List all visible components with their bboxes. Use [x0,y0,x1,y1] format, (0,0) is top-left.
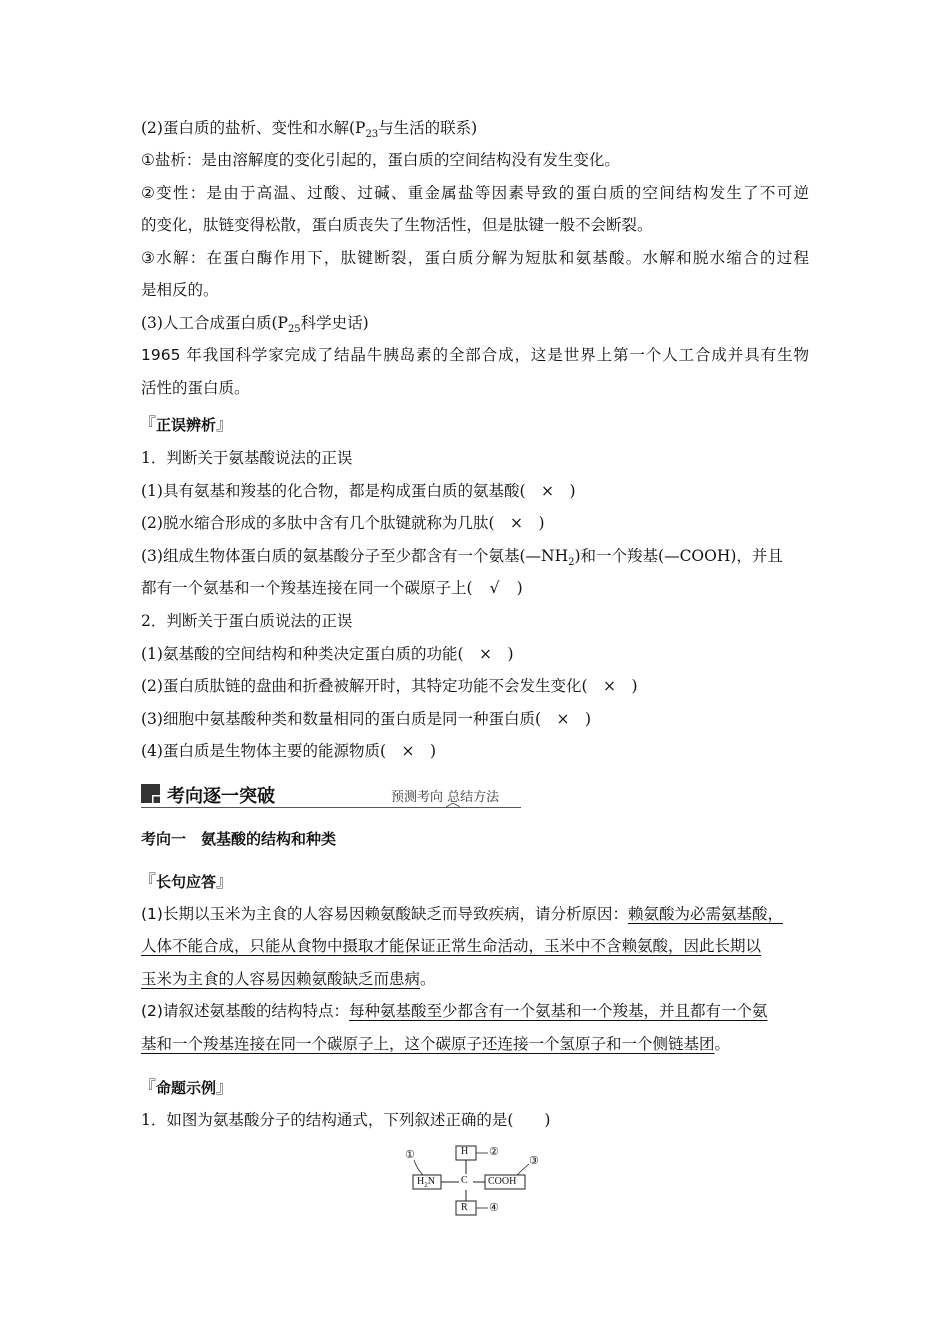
section-subtitle: 预测考向 总结方法 [391,790,500,805]
answer-underline: 每种氨基酸至少都含有一个氨基和一个羧基，并且都有一个氨 [348,1002,768,1020]
denaturation-text: ②变性：是由于高温、过酸、过碱、重金属盐等因素导致的蛋白质的空间结构发生了不可逆 [141,184,809,202]
insulin-text-cont: 活性的蛋白质。 [141,379,250,397]
amino-acid-structure-diagram [405,1143,545,1223]
label-1: ① [405,1148,415,1161]
section-square-icon [141,784,160,803]
hydrogen-box: H [461,1146,469,1157]
section-rule [141,807,521,808]
answer-mark: × [401,742,415,760]
r-group-box: R [461,1202,468,1213]
changju-heading: 『长句应答』 [139,872,234,892]
rule-notch-icon [446,803,460,811]
answer-mark: × [603,677,617,695]
hydrolysis-text-cont: 是相反的。 [141,281,219,299]
judgement-2-3: (3)细胞中氨基酸种类和数量相同的蛋白质是同一种蛋白质( × ) [141,710,592,728]
judgement-1-1: (1)具有氨基和羧基的化合物，都是构成蛋白质的氨基酸( × ) [141,482,576,500]
answer-underline: 赖氨酸为必需氨基酸， [627,905,783,923]
answer-mark: × [556,710,570,728]
judgement-1-3: (3)组成生物体蛋白质的氨基酸分子至少都含有一个氨基$(—NH_2)$和一个羧基(—COOH)，并且 [141,547,783,569]
answer-mark: √ [489,579,500,597]
denaturation-text-cont: 的变化，肽链变得松散，蛋白质丧失了生物活性，但是肽键一般不会断裂。 [141,216,653,234]
answer-mark: × [479,645,493,663]
salting-out-text: ①盐析：是由溶解度的变化引起的，蛋白质的空间结构没有发生变化。 [141,151,620,169]
zhengwu-heading: 『正误辨析』 [139,415,234,435]
judgement-1-2: (2)脱水缩合形成的多肽中含有几个肽键就称为几肽( × ) [141,514,545,532]
alpha-carbon: C [461,1175,468,1186]
insulin-text: 1965 年我国科学家完成了结晶牛胰岛素的全部合成，这是世界上第一个人工合成并具有生物 [141,346,809,364]
label-2: ② [489,1145,499,1158]
section-title: 考向逐一突破 [167,786,275,807]
question-2-heading: 2．判断关于蛋白质说法的正误 [141,612,353,630]
judgement-1-3-cont: 都有一个氨基和一个羧基连接在同一个碳原子上( √ ) [141,579,523,597]
carboxyl-group-box: COOH [488,1176,517,1187]
judgement-2-4: (4)蛋白质是生物体主要的能源物质( × ) [141,742,437,760]
long-answer-1-cont2: 玉米为主食的人容易因赖氨酸缺乏而患病。 [141,970,436,988]
label-3: ③ [529,1154,539,1167]
kaoxiang-heading: 考向一 氨基酸的结构和种类 [141,831,337,848]
long-answer-1: (1)长期以玉米为主食的人容易因赖氨酸缺乏而导致疾病，请分析原因：赖氨酸为必需氨基酸， [141,905,783,923]
label-4: ④ [489,1201,499,1214]
subsection-heading-2: (2)蛋白质的盐析、变性和水解($P_{23}$与生活的联系) [141,119,478,141]
section-banner [141,782,521,808]
question-1-heading: 1．判断关于氨基酸说法的正误 [141,449,353,467]
long-answer-1-cont: 人体不能合成，只能从食物中摄取才能保证正常生命活动，玉米中不含赖氨酸，因此长期以 [141,937,762,955]
answer-mark: × [541,482,555,500]
judgement-2-2: (2)蛋白质肽链的盘曲和折叠被解开时，其特定功能不会发生变化( × ) [141,677,638,695]
long-answer-2: (2)请叙述氨基酸的结构特点：每种氨基酸至少都含有一个氨基和一个羧基，并且都有一个氨 [141,1002,768,1020]
answer-mark: × [510,514,524,532]
mingti-heading: 『命题示例』 [139,1078,234,1098]
amino-group-box: $H_2N$ [417,1176,435,1189]
long-answer-2-cont: 基和一个羧基连接在同一个碳原子上，这个碳原子还连接一个氢原子和一个侧链基团。 [141,1035,731,1053]
hydrolysis-text: ③水解：在蛋白酶作用下，肽键断裂，蛋白质分解为短肽和氨基酸。水解和脱水缩合的过程 [141,249,809,267]
example-question-1: 1．如图为氨基酸分子的结构通式，下列叙述正确的是( ) [141,1111,551,1129]
judgement-2-1: (1)氨基酸的空间结构和种类决定蛋白质的功能( × ) [141,645,514,663]
subsection-heading-3: (3)人工合成蛋白质($P_{25}$科学史话) [141,314,369,336]
